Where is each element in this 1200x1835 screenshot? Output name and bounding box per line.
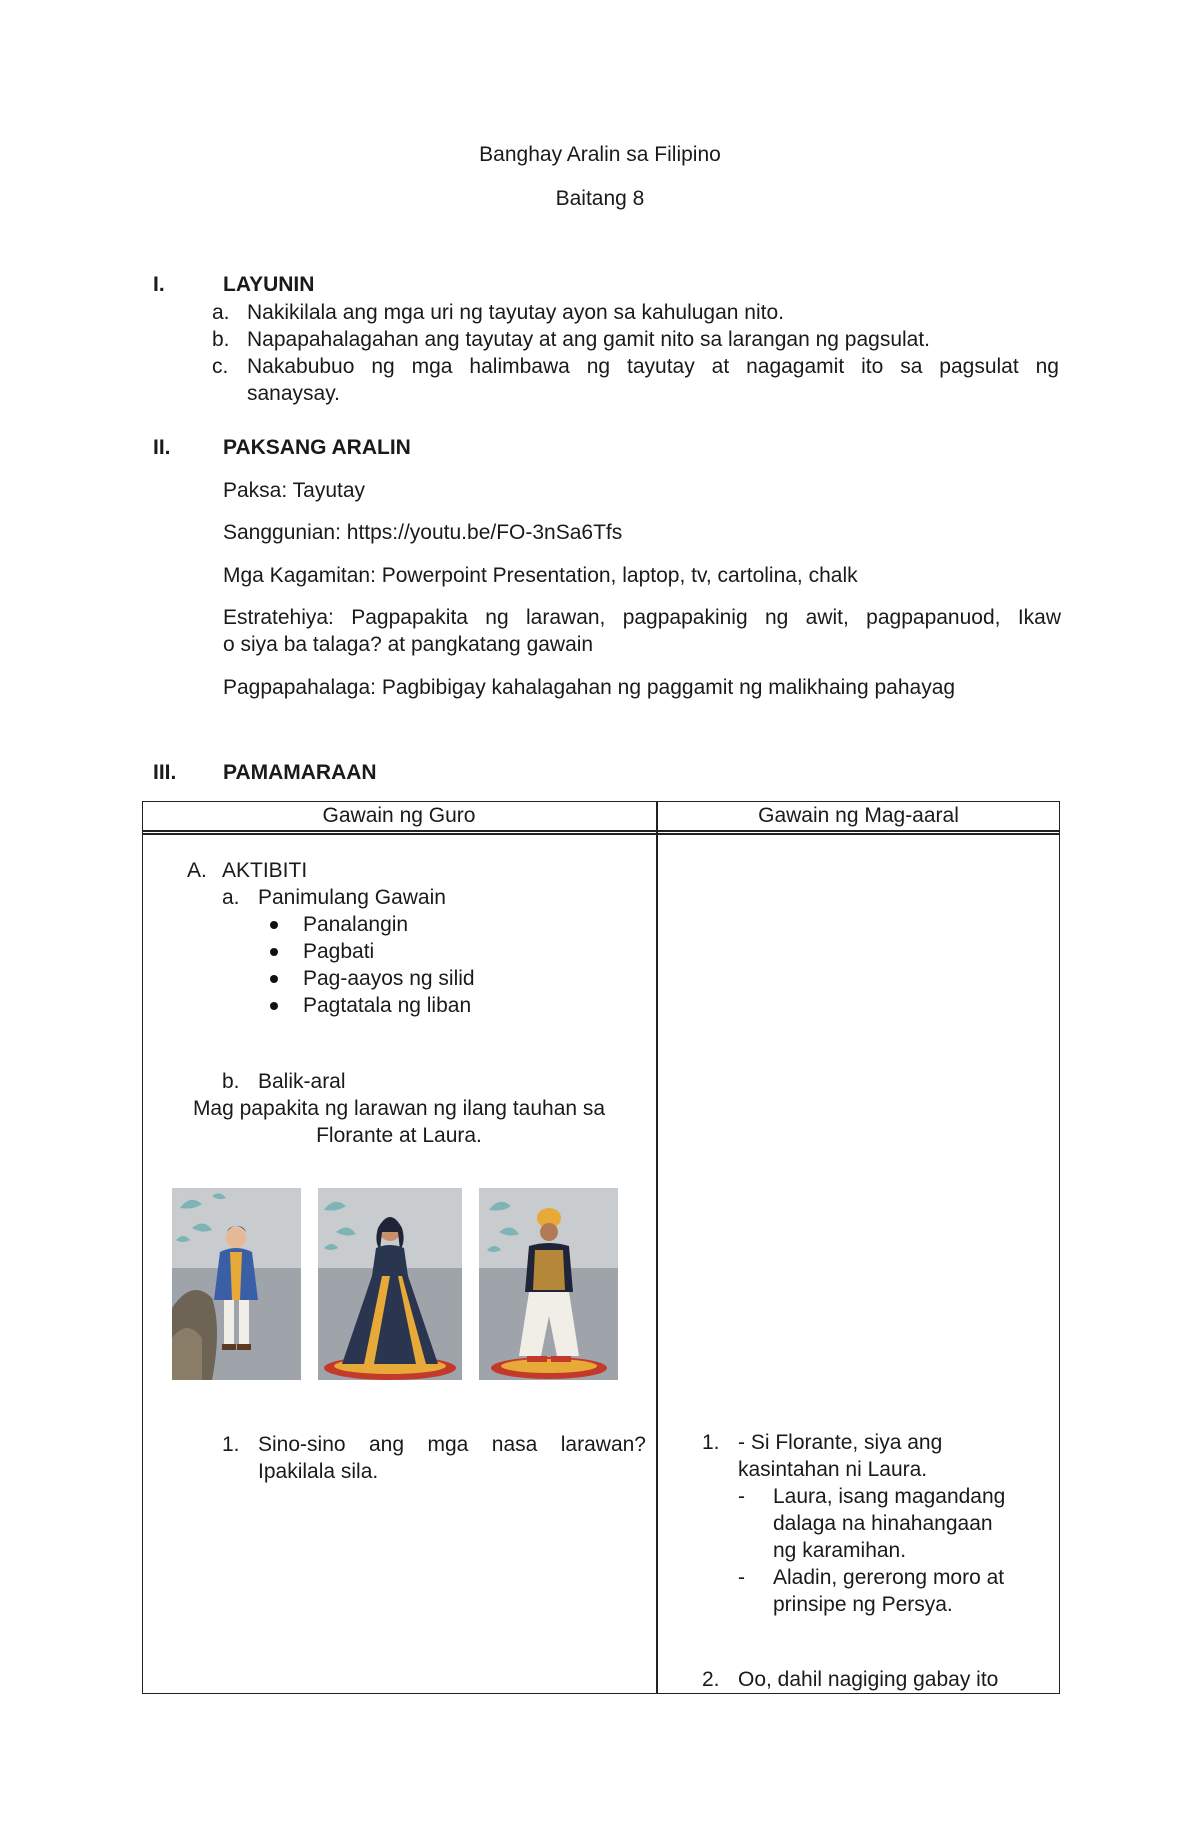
- answer-1-dash: -: [738, 1566, 745, 1589]
- bullet-icon: [270, 1002, 278, 1010]
- laura-image: [318, 1188, 462, 1380]
- answer-1-sub1-line3: ng karamihan.: [773, 1539, 907, 1562]
- bullet-item-pagtatala: Pagtatala ng liban: [303, 994, 472, 1017]
- kagamitan: Mga Kagamitan: Powerpoint Presentation, laptop, tv, cartolina, chalk: [223, 564, 858, 587]
- answer-1-line2: kasintahan ni Laura.: [738, 1458, 928, 1481]
- column-header-magaaral: Gawain ng Mag-aaral: [758, 804, 959, 827]
- sanggunian: Sanggunian: https://youtu.be/FO-3nSa6Tfs: [223, 521, 623, 544]
- answer-2-line1: Oo, dahil nagiging gabay ito: [738, 1668, 999, 1691]
- bullet-icon: [270, 948, 278, 956]
- balik-description-line1: Mag papakita ng larawan ng ilang tauhan sa: [192, 1097, 606, 1120]
- grade-level: Baitang 8: [555, 187, 645, 210]
- objective-b-letter: b.: [212, 328, 230, 351]
- column-header-guro: Gawain ng Guro: [322, 804, 476, 827]
- florante-image: [172, 1188, 301, 1380]
- table-column-divider: [656, 801, 658, 1694]
- answer-2-number: 2.: [702, 1668, 720, 1691]
- aladin-image: [479, 1188, 618, 1380]
- objective-a-letter: a.: [212, 301, 230, 324]
- question-1-line1: Sino-sino ang mga nasa larawan?: [258, 1433, 646, 1456]
- paksa: Paksa: Tayutay: [223, 479, 366, 502]
- balik-letter: b.: [222, 1070, 240, 1093]
- balik-heading: Balik-aral: [258, 1070, 346, 1093]
- aktibiti-heading: AKTIBITI: [222, 859, 308, 882]
- answer-1-sub1-line2: dalaga na hinahangaan: [773, 1512, 993, 1535]
- balik-description-line2: Florante at Laura.: [316, 1124, 482, 1147]
- answer-1-sub1-line1: Laura, isang magandang: [773, 1485, 1006, 1508]
- bullet-icon: [270, 921, 278, 929]
- estratehiya-line1: Estratehiya: Pagpapakita ng larawan, pagpapakinig ng awit, pagpapanuod, Ikaw: [223, 606, 1061, 629]
- answer-1-number: 1.: [702, 1431, 720, 1454]
- answer-1-line1: - Si Florante, siya ang: [738, 1431, 943, 1454]
- bullet-item-pagbati: Pagbati: [303, 940, 375, 963]
- objective-c-text-line2: sanaysay.: [247, 382, 340, 405]
- panimula-letter: a.: [222, 886, 240, 909]
- pagpapahalaga: Pagpapahalaga: Pagbibigay kahalagahan ng paggamit ng malikhaing pahayag: [223, 676, 956, 699]
- estratehiya-line2: o siya ba talaga? at pangkatang gawain: [223, 633, 594, 656]
- bullet-item-panalangin: Panalangin: [303, 913, 409, 936]
- bullet-item-pag-aayos: Pag-aayos ng silid: [303, 967, 475, 990]
- objective-b-text: Napapahalagahan ang tayutay at ang gamit nito sa larangan ng pagsulat.: [247, 328, 931, 351]
- answer-1-sub2-line1: Aladin, gererong moro at: [773, 1566, 1005, 1589]
- section-3-title: PAMAMARAAN: [223, 761, 377, 784]
- section-2-number: II.: [153, 436, 171, 459]
- document-title: Banghay Aralin sa Filipino: [479, 143, 721, 166]
- section-2-title: PAKSANG ARALIN: [223, 436, 411, 459]
- answer-1-dash: -: [738, 1485, 745, 1508]
- question-1-number: 1.: [222, 1433, 240, 1456]
- bullet-icon: [270, 975, 278, 983]
- question-1-line2: Ipakilala sila.: [258, 1460, 379, 1483]
- objective-a-text: Nakikilala ang mga uri ng tayutay ayon sa kahulugan nito.: [247, 301, 784, 324]
- panimula-heading: Panimulang Gawain: [258, 886, 446, 909]
- answer-1-sub2-line2: prinsipe ng Persya.: [773, 1593, 953, 1616]
- section-1-title: LAYUNIN: [223, 273, 315, 296]
- table-header-divider-double: [142, 833, 1060, 835]
- table-header-divider: [142, 830, 1060, 832]
- aktibiti-letter: A.: [187, 859, 207, 882]
- section-1-number: I.: [153, 273, 165, 296]
- objective-c-text-line1: Nakabubuo ng mga halimbawa ng tayutay at nagagamit ito sa pagsulat ng: [247, 355, 1059, 378]
- objective-c-letter: c.: [212, 355, 229, 378]
- section-3-number: III.: [153, 761, 177, 784]
